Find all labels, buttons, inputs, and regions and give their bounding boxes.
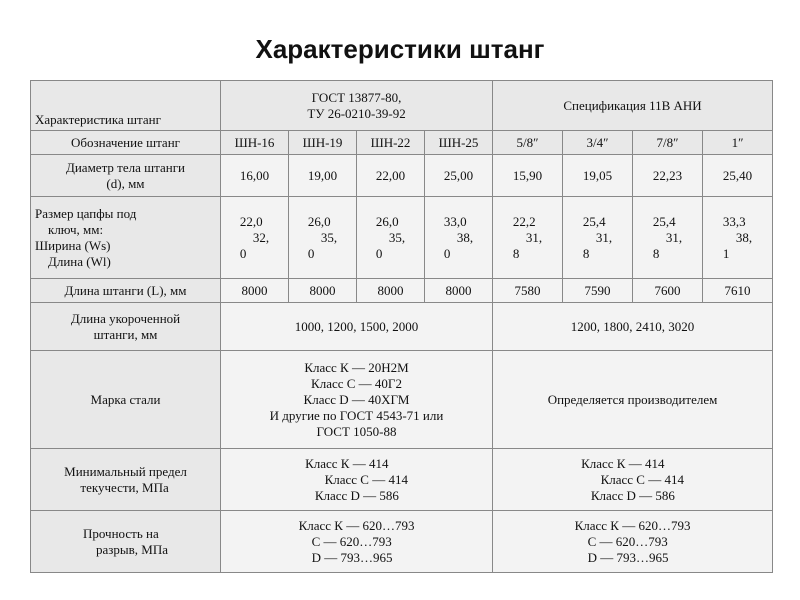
tensile-label: Прочность на разрыв, МПа (31, 511, 221, 573)
wrench-cell: 26,0 35, 0 (289, 197, 357, 279)
diameter-cell: 19,05 (563, 155, 633, 197)
designation-cell: 3/4″ (563, 131, 633, 155)
diameter-cell: 19,00 (289, 155, 357, 197)
steel-label: Марка стали (31, 351, 221, 449)
col-header-label: Характеристика штанг (31, 81, 221, 131)
header-row (31, 81, 773, 131)
wrench-cell: 22,0 32, 0 (221, 197, 289, 279)
tensile-gost: Класс К — 620…793 С — 620…793 D — 793…965 (221, 511, 493, 573)
length-row (31, 279, 773, 303)
tensile-api: Класс К — 620…793 С — 620…793 D — 793…965 (493, 511, 773, 573)
length-cell: 8000 (289, 279, 357, 303)
short-length-label: Длина укороченной штанги, мм (31, 303, 221, 351)
diameter-cell: 15,90 (493, 155, 563, 197)
steel-gost: Класс К — 20Н2М Класс С — 40Г2 Класс D — 40ХГМ И другие по ГОСТ 4543-71 или ГОСТ 1050-88 (221, 351, 493, 449)
designation-cell: ШН-19 (289, 131, 357, 155)
diameter-cell: 22,00 (357, 155, 425, 197)
length-cell: 8000 (425, 279, 493, 303)
steel-api: Определяется производителем (493, 351, 773, 449)
length-label: Длина штанги (L), мм (31, 279, 221, 303)
designation-cell: 5/8″ (493, 131, 563, 155)
designation-cell: ШН-22 (357, 131, 425, 155)
length-cell: 7600 (633, 279, 703, 303)
length-cell: 8000 (221, 279, 289, 303)
length-cell: 8000 (357, 279, 425, 303)
diameter-cell: 25,40 (703, 155, 773, 197)
wrench-row (31, 197, 773, 279)
wrench-cell: 33,3 38, 1 (703, 197, 773, 279)
designation-row (31, 131, 773, 155)
wrench-cell: 25,4 31, 8 (633, 197, 703, 279)
diameter-cell: 16,00 (221, 155, 289, 197)
designation-cell: ШН-25 (425, 131, 493, 155)
short-length-gost: 1000, 1200, 1500, 2000 (221, 303, 493, 351)
wrench-cell: 25,4 31, 8 (563, 197, 633, 279)
steel-row (31, 351, 773, 449)
diameter-cell: 22,23 (633, 155, 703, 197)
gost-header: ГОСТ 13877-80, ТУ 26-0210-39-92 (221, 81, 493, 131)
designation-cell: ШН-16 (221, 131, 289, 155)
wrench-cell: 22,2 31, 8 (493, 197, 563, 279)
length-cell: 7580 (493, 279, 563, 303)
yield-row (31, 449, 773, 511)
wrench-label: Размер цапфы под ключ, мм: Ширина (Ws) Длина (Wl) (31, 197, 221, 279)
short-length-row (31, 303, 773, 351)
designation-label: Обозначение штанг (31, 131, 221, 155)
diameter-row (31, 155, 773, 197)
designation-cell: 7/8″ (633, 131, 703, 155)
designation-cell: 1″ (703, 131, 773, 155)
yield-gost: Класс К — 414 Класс С — 414 Класс D — 586 (221, 449, 493, 511)
diameter-cell: 25,00 (425, 155, 493, 197)
length-cell: 7590 (563, 279, 633, 303)
yield-api: Класс К — 414 Класс С — 414 Класс D — 586 (493, 449, 773, 511)
rod-specs-table (30, 80, 773, 573)
diameter-label: Диаметр тела штанги (d), мм (31, 155, 221, 197)
wrench-cell: 26,0 35, 0 (357, 197, 425, 279)
page-title: Характеристики штанг (255, 34, 545, 64)
yield-label: Минимальный предел текучести, МПа (31, 449, 221, 511)
tensile-row (31, 511, 773, 573)
wrench-cell: 33,0 38, 0 (425, 197, 493, 279)
short-length-api: 1200, 1800, 2410, 3020 (493, 303, 773, 351)
api-header: Спецификация 11В АНИ (493, 81, 773, 131)
length-cell: 7610 (703, 279, 773, 303)
